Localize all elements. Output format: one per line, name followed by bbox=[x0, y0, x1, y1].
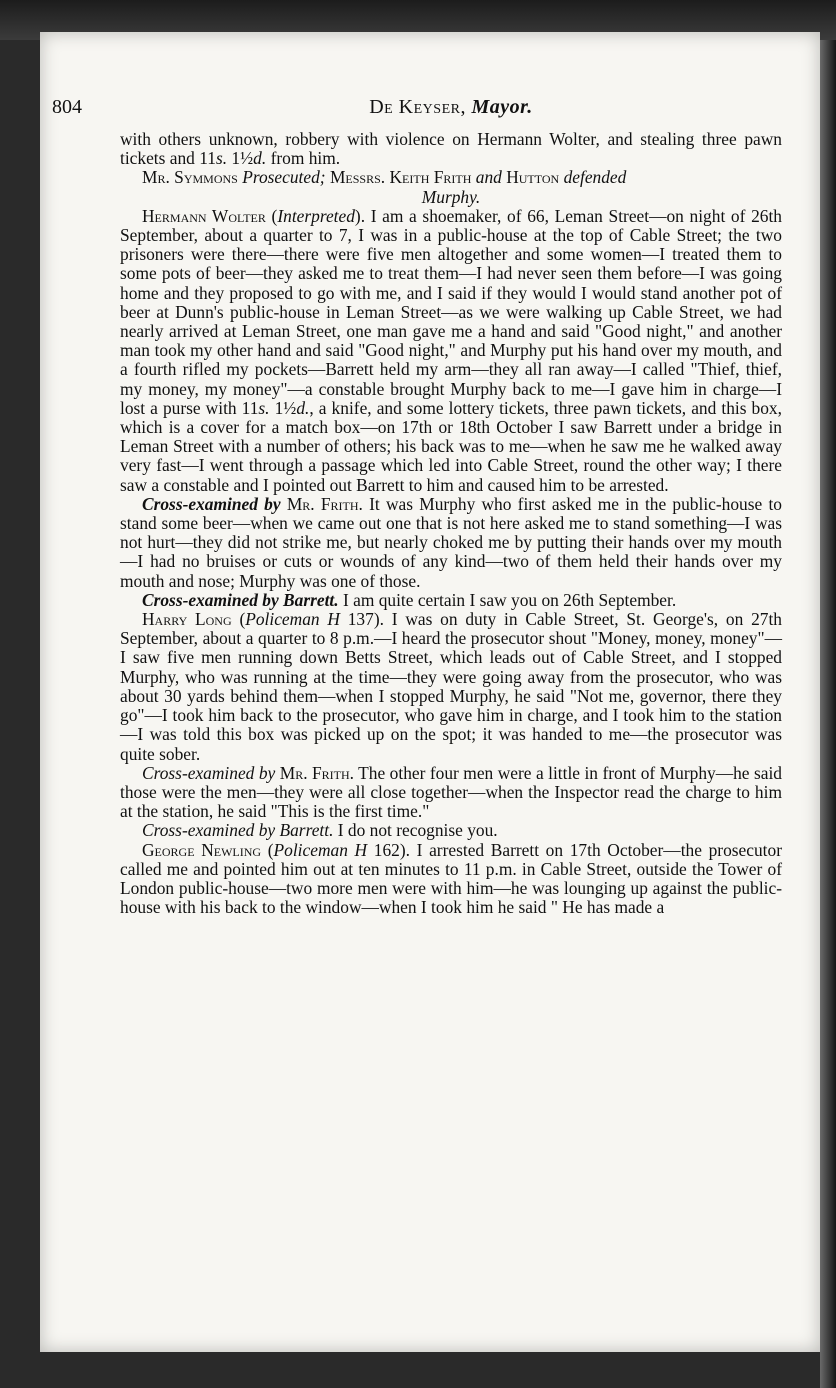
page-header bbox=[52, 90, 782, 130]
paragraph bbox=[120, 495, 782, 591]
paragraph bbox=[120, 841, 782, 918]
text-run: ( bbox=[261, 839, 274, 860]
text-run: I am quite certain I saw you on 26th September. bbox=[338, 589, 677, 610]
text-run: ( bbox=[265, 205, 278, 226]
text-run: defended bbox=[563, 167, 627, 188]
text-run: Policeman H bbox=[245, 609, 340, 630]
page-number: 804 bbox=[52, 96, 82, 118]
paragraph bbox=[120, 188, 782, 207]
text-run: The other four men were a little in front of Murphy—he said those were the men—they were all close together—when the Inspector read the charge to him at the station, he said "This is the first time." bbox=[120, 762, 782, 822]
text-run: Mr. Symmons bbox=[142, 167, 238, 188]
text-run: Cross-examined by bbox=[142, 493, 281, 514]
text-run: 1½ bbox=[269, 397, 297, 418]
running-head-name: De Keyser, bbox=[369, 96, 466, 118]
text-run: with others unknown, robbery with violence on Hermann Wolter, and stealing three pawn tickets and 11 bbox=[120, 129, 782, 169]
text-run: d. bbox=[253, 148, 267, 169]
paragraph bbox=[120, 610, 782, 764]
running-head bbox=[120, 98, 782, 117]
paragraph bbox=[120, 764, 782, 822]
text-run: from him. bbox=[266, 148, 341, 169]
text-run: Murphy. bbox=[421, 186, 481, 207]
text-run: Cross-examined by Barrett. bbox=[142, 589, 339, 610]
paragraph bbox=[120, 591, 782, 610]
paragraph bbox=[120, 130, 782, 168]
text-run: s. bbox=[258, 397, 270, 418]
running-head-title: Mayor. bbox=[471, 96, 533, 118]
text-run: 1½ bbox=[227, 148, 254, 169]
text-run: Cross-examined by Barrett. bbox=[142, 820, 334, 841]
text-run: 162). I arrested Barrett on 17th October—the prosecutor called me and pointed him out at ten minutes to 11 p.m. in Cable Street, outside the Tower of London public-house—two more men were with him—he was lounging up against the public-house with his back to the window—when I took him he said " He has made a bbox=[120, 839, 782, 918]
text-run: 137). I was on duty in Cable Street, St. George's, on 27th September, about a quarter to 8 p.m.—I heard the prosecutor shout "Money, money, money"—I saw five men running down Betts Street, which leads out of Cable Street, and I stopped Murphy, who was running at the time—they were going away from the prosecutor, who was about 30 yards behind them—when I stopped Murphy, he said "Not me, governor, there they go"—I took him back to the prosecutor, who gave him in charge, and I took him to the station—I was told this box was picked up on the spot; it was handed to me—the prosecutor was quite sober. bbox=[120, 609, 782, 764]
text-run: Hermann Wolter bbox=[142, 205, 266, 226]
text-run: Prosecuted; bbox=[242, 167, 326, 188]
paragraph bbox=[120, 821, 782, 840]
text-run: George Newling bbox=[142, 839, 262, 860]
paragraph bbox=[120, 207, 782, 495]
text-run: d. bbox=[296, 397, 310, 418]
text-run: Cross-examined by bbox=[142, 762, 276, 783]
text-run: Mr. Frith. bbox=[279, 762, 355, 783]
text-run: , a knife, and some lottery tickets, three pawn tickets, and this box, which is a cover for a match box—on 17th or 18th October I saw Barrett under a bridge in Leman Street with a number of others; his back was to me—when he saw me he walked away very fast—I went through a passage which led into Cable Street, round the other way; I there saw a constable and I pointed out Barrett to him and caused him to be arrested. bbox=[120, 397, 782, 495]
page-body bbox=[120, 130, 782, 917]
text-run: Mr. Frith. bbox=[286, 493, 363, 514]
text-run: and bbox=[475, 167, 502, 188]
text-run: s. bbox=[215, 148, 228, 169]
text-run: Messrs. Keith Frith bbox=[329, 167, 472, 188]
text-run: ( bbox=[231, 609, 246, 630]
text-run: ). I am a shoemaker, of 66, Leman Street—on night of 26th September, about a quarter to 7, I was in a public-house at the top of Cable Street; the two prisoners were there—there were five men altogether and some women—I treated them to some pots of beer—they asked me to treat them—I had never seen them before—I was going home and they proposed to go with me, and I said if they would I would stand another pot of beer at Dunn's public-house in Leman Street—as we were walking up Cable Street, we had nearly arrived at Leman Street, one man gave me a hand and said "Good night," and another man took my other hand and said "Good night," and Murphy put his hand over my mouth, and a fourth rifled my pockets—Barrett held my arm—they all ran away—I called "Thief, thief, my money, my money"—a constable brought Murphy back to me—I gave him in charge—I lost a purse with 11 bbox=[120, 205, 782, 418]
text-run: Hutton bbox=[506, 167, 560, 188]
text-run: It was Murphy who first asked me in the public-house to stand some beer—when we came out one that is not here asked me to stand something—I was not hurt—they did not strike me, but nearly choked me by putting their hands over my mouth—I had no bruises or cuts or wounds of any kind—two of them held their hands over my mouth and nose; Murphy was one of those. bbox=[120, 493, 782, 591]
text-run: Interpreted bbox=[277, 205, 355, 226]
page-text bbox=[52, 90, 782, 918]
text-run: Policeman H bbox=[273, 839, 368, 860]
book-edge bbox=[820, 40, 836, 1388]
text-run: Harry Long bbox=[142, 609, 232, 630]
paragraph bbox=[120, 168, 782, 187]
text-run: I do not recognise you. bbox=[333, 820, 498, 841]
